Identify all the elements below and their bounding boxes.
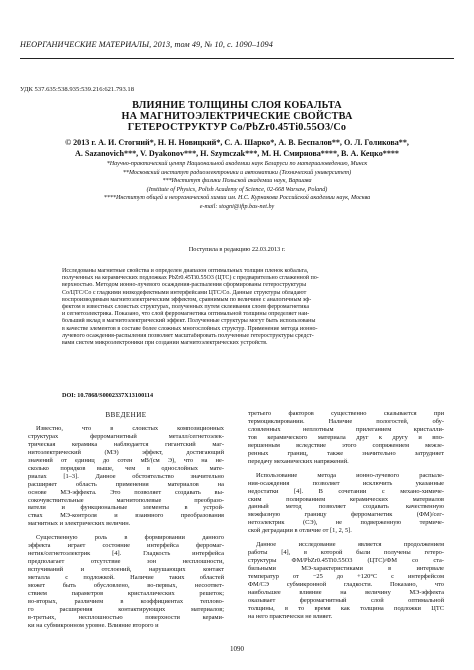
text-line: значений от единиц до сотен мВ/(см Э), что на не- [28, 456, 224, 464]
abstract-line: полученных на керамических подложках PbZr0.45Ti0.55O3 (ЦТС) с предварительно сглаженной по- [62, 275, 319, 282]
received-date [20, 246, 454, 254]
text-line: Существенную роль в формировании данного [36, 534, 224, 542]
text-line: структурах ферромагнитный металл/сегнетоэлек- [28, 432, 224, 440]
abstract-line: больший вклад в магнитоэлектрический эффект. Полученные структуры могут быть использованы [62, 318, 316, 325]
text-line: температур от −25 до +120°С с интерфейсом [248, 573, 444, 581]
text-line: сокочувствительные магнитополевые преобразо- [28, 496, 224, 504]
affiliation-line: ****Институт общей и неорганической химии им. Н.С. Курнакова Российской академии наук, Москва [103, 195, 371, 202]
text-line: работы [4], в которой были получены гетеро- [248, 549, 444, 557]
abstract-line: фектом в известных слоистых структурах, полученных путем склеивания слоев ферромагнетика [62, 304, 310, 311]
affiliation-line: ***Институт физики Польской академии наук, Варшава [162, 178, 312, 185]
email-line: e-mail: stogni@iftp.bas-net.by [199, 203, 275, 210]
text-line: трическая керамика наблюдается гигантский маг- [28, 440, 224, 448]
abstract-line: верхностью. Методом ионно-лучевого осаждения-распыления сформированы гетероструктуры [62, 282, 307, 289]
text-line: в-третьих, несплошностью поверхности керами- [28, 613, 224, 621]
text-line: вершенным вследствие этого сопряжением межзе- [248, 441, 444, 449]
section-title: ВВЕДЕНИЕ [105, 411, 147, 419]
text-line: го расширения контактирующих материалов; [28, 605, 224, 613]
text-line: Использование метода ионно-лучевого распыле- [256, 471, 444, 479]
text-line: недостатки [4]. В сочетании с механо-химиче- [248, 487, 444, 495]
abstract-line: лучевого осаждения-распыления позволяет масштабировать полученные гетероструктуры средст- [62, 332, 314, 339]
text-line: третьего факторов существенно сказывается при [248, 410, 444, 417]
text-line: на него практически не влияет. [248, 612, 333, 620]
article-title [20, 100, 454, 133]
udk-code: УДК 537.635:538.935:539.216:621.793.18 [20, 86, 135, 93]
authors-line: A. Sazanovich***, V. Dyakonov***, H. Szymczak***, М. Н. Смирнова****, В. А. Кецко**** [75, 148, 399, 158]
page-number: 1090 [230, 645, 244, 653]
text-line: риалах [1–3]. Данное обстоятельство значительно [28, 472, 224, 480]
authors-line: © 2013 г. А. И. Стогний*, Н. Н. Новицкий*, С. А. Шарко*, А. В. Беспалов**, О. Л. Голикова**, [65, 138, 409, 147]
left-column [28, 410, 224, 630]
text-line: Известно, что в слоистых композиционных [36, 424, 224, 432]
text-line: ским полированием керамических материалов [248, 495, 444, 503]
title-line: ГЕТЕРОСТРУКТУР Co/PbZr0.45Ti0.55O3/Co [127, 122, 347, 133]
text-line: основе МЭ-эффекта. Это позволяет создавать вы- [28, 488, 224, 496]
text-line: данный метод позволяет создавать качественную [248, 503, 444, 511]
text-line: металла с подложкой. Наличие таких областей [28, 574, 224, 582]
abstract [62, 268, 422, 347]
header-divider [20, 58, 454, 59]
abstract-line: вами систем микроэлектроники при создании магнитоэлектрических устройств. [62, 340, 268, 347]
received-date-text: Поступила в редакцию 22.03.2013 г. [188, 246, 286, 253]
text-line: оказывает ферромагнитный слой оптимальной [248, 596, 444, 604]
affiliation-line: **Московский институт радиоэлектроники и автоматики (Технический университет) [122, 169, 352, 176]
text-line: может быть обусловлено, во-первых, несоответ- [28, 582, 224, 590]
abstract-line: Co/ЦТС/Co с гладкими низкодефектными интерфейсами ЦТС/Co. Данные структуры обладают [62, 289, 307, 296]
text-line: передачу механических напряжений. [248, 457, 349, 465]
text-line: эффекта играет состояние интерфейса ферромаг- [28, 542, 224, 550]
abstract-line: Исследованы магнитные свойства и определен диапазон оптимальных толщин пленок кобальта, [62, 268, 309, 274]
affiliation-line: *Научно-практический центр Национальной академии наук Беларуси по материаловедению, Минск [106, 161, 368, 167]
doi: DOI: 10.7868/S0002337X13100114 [62, 392, 154, 399]
affiliations [20, 160, 454, 212]
affiliation-line: (Institute of Physics, Polish Academy of Science, 02-668 Warsaw, Poland) [146, 186, 328, 193]
journal-header: НЕОРГАНИЧЕСКИЕ МАТЕРИАЛЫ, 2013, том 49, № 10, с. 1090–1094 [20, 40, 273, 49]
text-line: ки на субмикронном уровне. Влияние второго и [28, 621, 159, 629]
text-line: магнитных и электрических величин. [28, 520, 131, 528]
text-line: расширяет область применения материалов на [28, 480, 224, 488]
text-line: ФМ/СЭ субмикронной гладкости. Показано, что [248, 581, 444, 589]
text-line: вспучиваний и отслоений, нарушающих контакт [28, 566, 224, 574]
text-line: во-вторых, различием в коэффициентах теплово- [28, 597, 224, 605]
authors [20, 138, 454, 159]
text-line: термоциклировании. Наличие пологостей, обу- [248, 417, 444, 425]
text-line: ствием параметров кристаллических решеток; [28, 590, 224, 598]
title-line: ВЛИЯНИЕ ТОЛЩИНЫ СЛОЯ КОБАЛЬТА [132, 100, 342, 111]
text-line: ствах МЭ-контроля и взаимного преобразования [28, 512, 224, 520]
text-line: межфазную границу ферромагнетик (ФМ)/сег- [248, 511, 444, 519]
text-line: сколько порядков выше, чем в однослойных мате- [28, 464, 224, 472]
abstract-line: воспроизводимым магнитоэлектрическим эффектом, сравнимым по величине с аналогичным эф- [62, 296, 312, 303]
text-line: ния-осаждения позволяет исключить указанные [248, 479, 444, 487]
right-column [248, 410, 444, 621]
text-line: нетоэлектрик (СЭ), не подверженную термиче- [248, 519, 444, 527]
text-line: словленных неплотным прилеганием кристалли- [248, 425, 444, 433]
text-line: бильными МЭ-характеристиками в интервале [248, 565, 444, 573]
text-line: предполагает отсутствие зон несплошности, [28, 558, 224, 566]
text-line: толщины, в то время как толщина подложки ЦТС [248, 604, 444, 612]
text-line: нитоэлектрический (МЭ) эффект, достигающий [28, 448, 224, 456]
text-line: ской деградации в отличие от [1, 2, 5]. [248, 527, 352, 535]
text-line: тов керамического материала друг к другу и впо- [248, 433, 444, 441]
abstract-line: и сегнетоэлектрика. Показано, что слой ферромагнетика оптимальной толщины определяет наи- [62, 311, 310, 318]
text-line: ватели и функциональные элементы в устрой- [28, 504, 224, 512]
text-line: Данное исследование является продолжением [256, 541, 444, 549]
text-line: структуры ФМ/PbZr0.45Ti0.55O3 (ЦТС)/ФМ со ста- [248, 557, 444, 565]
text-line: наибольшее влияние на величину МЭ-эффекта [248, 589, 444, 597]
text-line: ренных границ, также значительно затрудняет [248, 449, 444, 457]
text-line: нетик/сегнетоэлектрик [4]. Гладкость интерфейса [28, 550, 224, 558]
abstract-line: в качестве элементов в составе более сложных многослойных структур. Применение метода ионно- [62, 325, 318, 332]
title-line: НА МАГНИТОЭЛЕКТРИЧЕСКИЕ СВОЙСТВА [121, 111, 353, 122]
